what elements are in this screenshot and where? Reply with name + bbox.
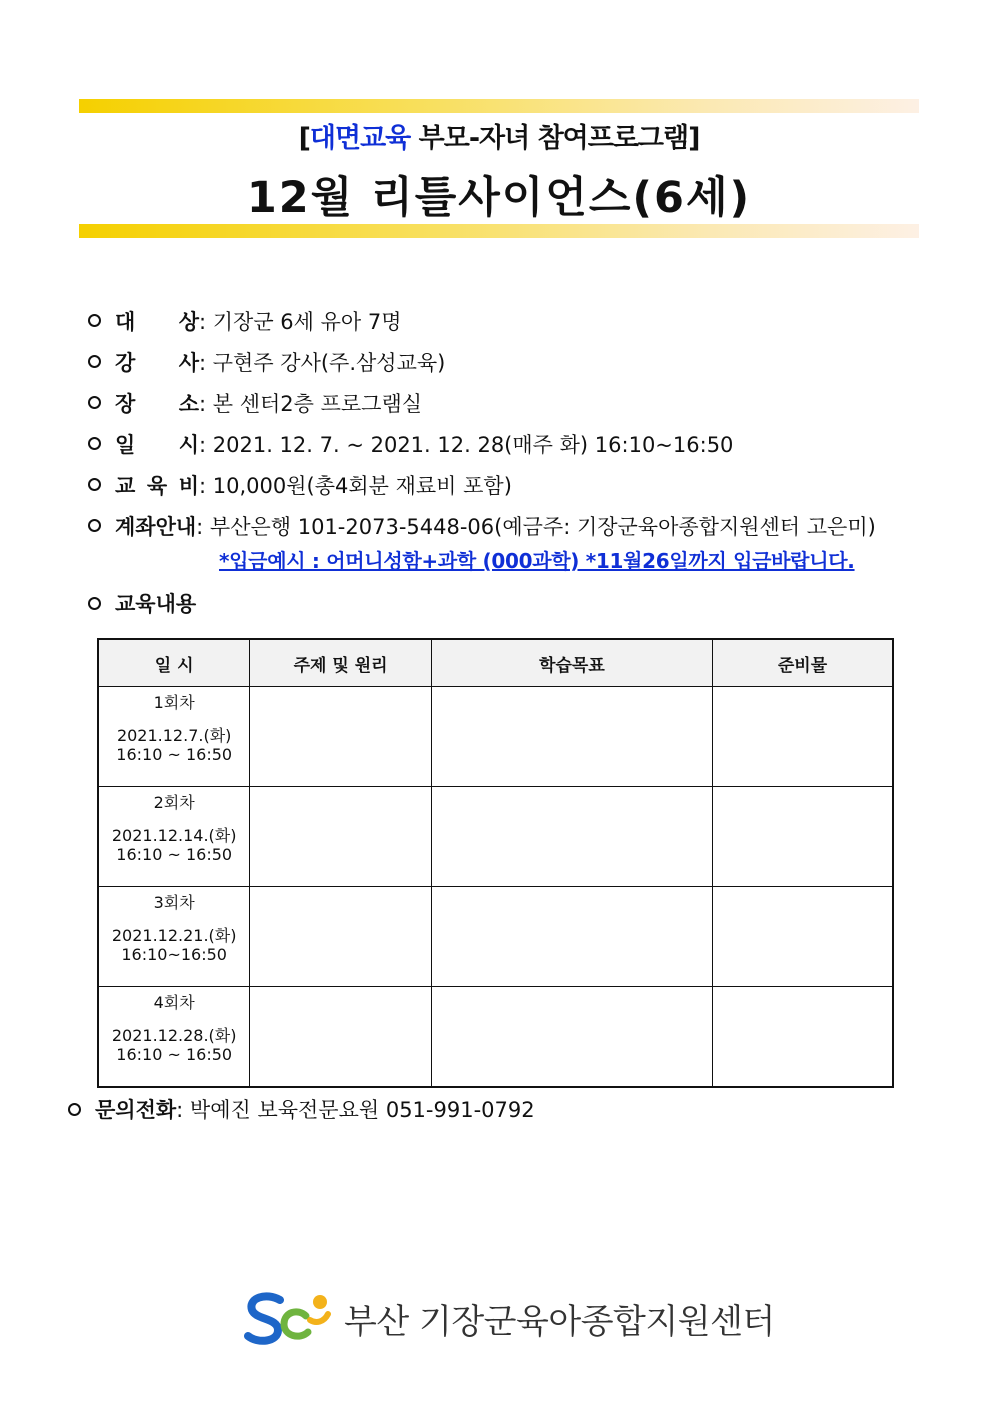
info-row-instructor — [88, 341, 928, 382]
info-row-fee — [88, 464, 928, 505]
goal-cell — [431, 987, 712, 1088]
circle-bullet-icon — [88, 355, 101, 368]
table-row — [98, 787, 893, 887]
info-value: : 본 센터2층 프로그램실 — [199, 391, 423, 416]
inquiry-line — [68, 1094, 535, 1124]
column-header: 일 시 — [98, 639, 250, 687]
topic-cell — [250, 787, 431, 887]
header-top-bar — [79, 99, 919, 113]
session-label: 4회차 — [153, 993, 195, 1012]
info-row-datetime — [88, 423, 928, 464]
session-label: 2회차 — [153, 793, 195, 812]
table-header-row — [98, 639, 893, 687]
session-date: 2021.12.7.(화) — [116, 726, 232, 745]
subtitle-highlight: 대면교육 — [309, 123, 411, 154]
center-name: 부산 기장군육아종합지원센터 — [344, 1301, 775, 1342]
session-time: 16:10 ~ 16:50 — [116, 845, 233, 864]
info-label: 일 시 — [115, 432, 199, 457]
session-date: 2021.12.28.(화) — [111, 1026, 237, 1045]
goal-cell — [431, 687, 712, 787]
circle-bullet-icon — [88, 396, 101, 409]
info-label: 교 육 비 — [115, 473, 199, 498]
program-title: 12월 리틀사이언스(6세) — [246, 173, 752, 223]
session-date-cell — [98, 787, 250, 887]
info-label: 계좌안내 — [115, 514, 197, 539]
circle-bullet-icon — [88, 597, 101, 610]
table-row — [98, 687, 893, 787]
session-date-cell — [98, 887, 250, 987]
info-row-target — [88, 300, 928, 341]
info-label: 장 소 — [115, 391, 199, 416]
inquiry-value: : 박예진 보육전문요원 051-991-0792 — [176, 1098, 535, 1122]
column-header: 주제 및 원리 — [250, 639, 431, 687]
info-value: : 부산은행 101-2073-5448-06(예금주: 기장군육아종합지원센터 고은미) — [196, 514, 876, 539]
column-header: 학습목표 — [431, 639, 712, 687]
header-bottom-bar — [79, 224, 919, 238]
session-label: 3회차 — [153, 893, 195, 912]
circle-bullet-icon — [88, 437, 101, 450]
program-subtitle: [대면교육 부모-자녀 참여프로그램] — [298, 123, 700, 154]
info-value: : 구현주 강사(주.삼성교육) — [199, 350, 446, 375]
circle-bullet-icon — [88, 519, 101, 532]
session-time: 16:10 ~ 16:50 — [116, 1045, 233, 1064]
center-logo-icon — [244, 1290, 332, 1346]
materials-cell — [712, 987, 893, 1088]
session-date-cell — [98, 987, 250, 1088]
circle-bullet-icon — [88, 314, 101, 327]
topic-cell — [250, 887, 431, 987]
table-row — [98, 987, 893, 1088]
goal-cell — [431, 787, 712, 887]
info-label: 대 상 — [115, 309, 199, 334]
content-heading — [88, 585, 196, 621]
info-row-account — [88, 505, 928, 546]
circle-bullet-icon — [88, 478, 101, 491]
session-label: 1회차 — [153, 693, 195, 712]
deposit-notice: *입금예시 : 어머니성함+과학 (000과학) *11월26일까지 입금바랍니다. — [219, 549, 855, 573]
topic-cell — [250, 987, 431, 1088]
materials-cell — [712, 887, 893, 987]
table-row — [98, 887, 893, 987]
materials-cell — [712, 787, 893, 887]
info-value: : 10,000원(총4회분 재료비 포함) — [199, 473, 512, 498]
topic-cell — [250, 687, 431, 787]
info-label: 강 사 — [115, 350, 199, 375]
center-logo — [244, 1290, 775, 1346]
goal-cell — [431, 887, 712, 987]
session-date-cell — [98, 687, 250, 787]
inquiry-label: 문의전화 — [95, 1098, 177, 1122]
session-time: 16:10~16:50 — [121, 945, 227, 964]
info-value: : 2021. 12. 7. ~ 2021. 12. 28(매주 화) 16:10~16:50 — [199, 432, 734, 457]
schedule-table — [97, 638, 894, 1088]
circle-bullet-icon — [68, 1103, 81, 1116]
session-date: 2021.12.21.(화) — [111, 926, 237, 945]
info-row-place — [88, 382, 928, 423]
session-time: 16:10 ~ 16:50 — [116, 745, 233, 764]
column-header: 준비물 — [712, 639, 893, 687]
info-value: : 기장군 6세 유아 7명 — [199, 309, 402, 334]
materials-cell — [712, 687, 893, 787]
content-heading-label: 교육내용 — [115, 592, 197, 616]
session-date: 2021.12.14.(화) — [111, 826, 237, 845]
program-info-list — [88, 300, 928, 546]
